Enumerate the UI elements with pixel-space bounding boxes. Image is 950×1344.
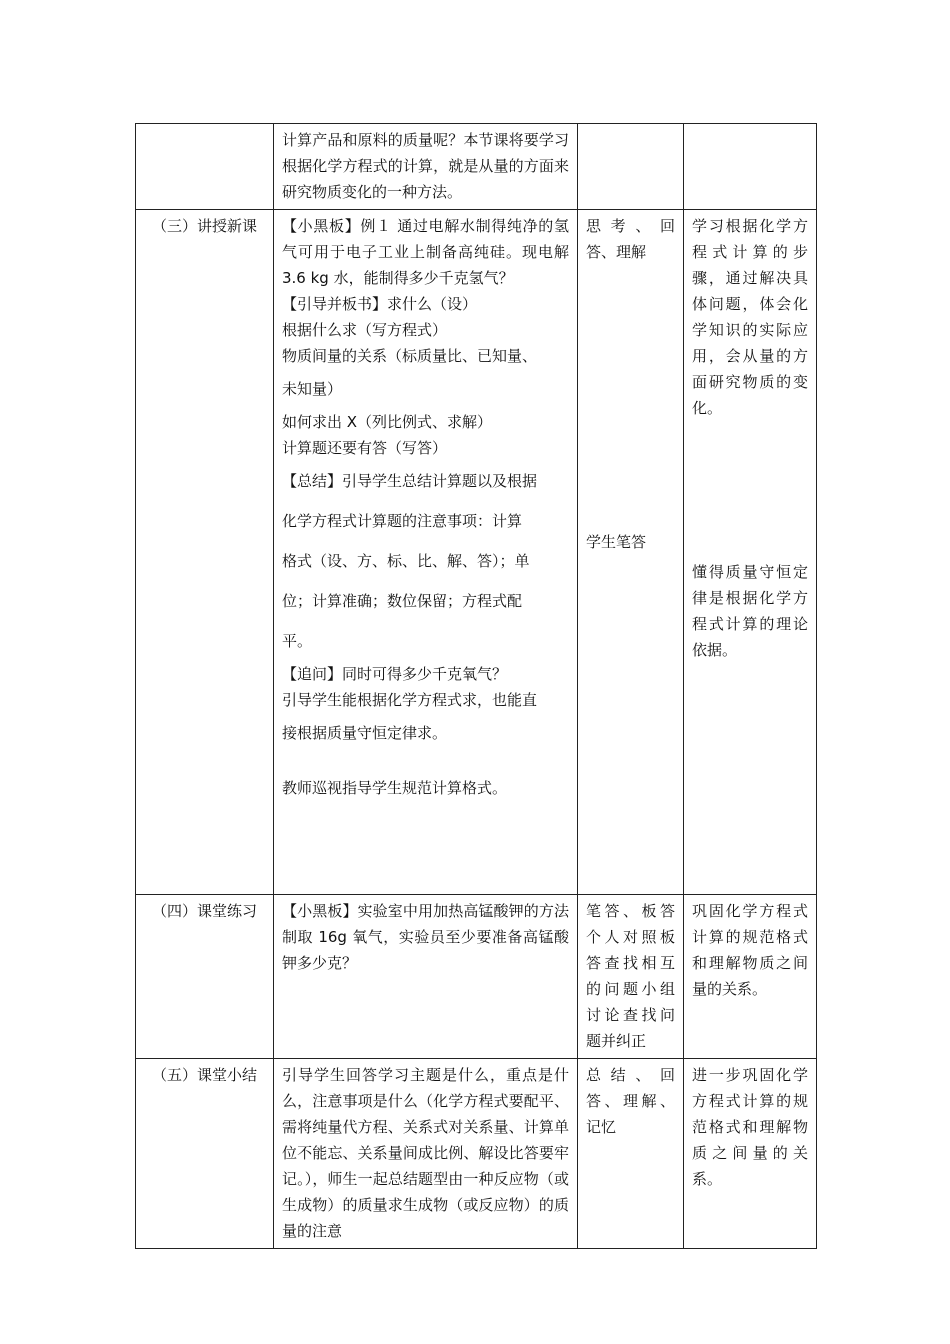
content-cell [274, 895, 578, 1059]
content-text: 【小黑板】实验室中用加热高锰酸钾的方法制取 16g 氧气，实验员至少要准备高锰酸钾多少克？ [282, 902, 569, 972]
student-activity-text: 学生笔答 [586, 533, 647, 551]
content-text: 引导学生回答学习主题是什么，重点是什么，注意事项是什么（化学方程式要配平、需将纯量代方程、关系式对关系量、计算单位不能忘、关系量间成比例、解设比答要牢记。），师生一起总结题型由一种反应物（或生成物）的质量求生成物（或反应物）的质量的注意 [282, 1066, 569, 1240]
stage-cell: （四）课堂练习 [136, 895, 274, 1059]
design-intent-text: 学习根据化学方程式计算的步骤，通过解决具体问题，体会化学知识的实际应用，会从量的方面研究物质的变化。 [692, 217, 808, 417]
content-text: 引导学生能根据化学方程式求，也能直 [282, 691, 538, 709]
content-cell [274, 210, 578, 895]
design-intent-text: 进一步巩固化学方程式计算的规范格式和理解物质之间量的关系。 [692, 1066, 808, 1188]
content-text: 位；计算准确；数位保留；方程式配 [282, 592, 523, 610]
content-text: 教师巡视指导学生规范计算格式。 [282, 779, 508, 797]
lesson-plan-table [135, 123, 817, 1249]
content-text: 物质间量的关系（标质量比、已知量、 [282, 347, 538, 365]
stage-cell: （三）讲授新课 [136, 210, 274, 895]
student-activity-cell [578, 124, 684, 210]
stage-cell [136, 124, 274, 210]
content-text: 【总结】引导学生总结计算题以及根据 [282, 472, 538, 490]
student-activity-text: 总 结 、 回答、理解、记忆 [586, 1066, 675, 1136]
content-text: 根据什么求（写方程式） [282, 321, 448, 339]
student-activity-text: 思 考 、 回答、理解 [586, 217, 675, 261]
table-row [136, 210, 817, 895]
content-cell [274, 1059, 578, 1249]
content-text: 未知量） [282, 380, 343, 398]
content-text: 平。 [282, 632, 313, 650]
content-text: 如何求出 X（列比例式、求解） [282, 413, 493, 431]
content-text: 化学方程式计算题的注意事项：计算 [282, 512, 523, 530]
student-activity-cell [578, 895, 684, 1059]
design-intent-cell [684, 124, 817, 210]
student-activity-cell [578, 210, 684, 895]
design-intent-text: 巩固化学方程式计算的规范格式和理解物质之间量的关系。 [692, 902, 808, 998]
design-intent-cell [684, 1059, 817, 1249]
stage-cell: （五）课堂小结 [136, 1059, 274, 1249]
design-intent-cell [684, 210, 817, 895]
design-intent-cell [684, 895, 817, 1059]
content-cell [274, 124, 578, 210]
content-text: 格式（设、方、标、比、解、答）；单 [282, 552, 530, 570]
content-text: 【小黑板】例１ 通过电解水制得纯净的氢气可用于电子工业上制备高纯硅。现电解 3.6 kg 水，能制得多少千克氢气？ [282, 217, 569, 287]
table-row [136, 895, 817, 1059]
content-text: 接根据质量守恒定律求。 [282, 724, 448, 742]
content-text: 计算题还要有答（写答） [282, 439, 448, 457]
content-text: 【追问】同时可得多少千克氧气？ [282, 665, 508, 683]
table-row [136, 1059, 817, 1249]
student-activity-text: 笔答、板答个人对照板答查找相互的问题小组讨论查找问题并纠正 [586, 902, 675, 1050]
design-intent-text: 懂得质量守恒定律是根据化学方程式计算的理论依据。 [692, 563, 808, 659]
student-activity-cell [578, 1059, 684, 1249]
content-text: 【引导并板书】求什么（设） [282, 295, 478, 313]
content-text: 计算产品和原料的质量呢？本节课将要学习根据化学方程式的计算，就是从量的方面来研究物质变化的一种方法。 [282, 131, 569, 201]
table-row [136, 124, 817, 210]
